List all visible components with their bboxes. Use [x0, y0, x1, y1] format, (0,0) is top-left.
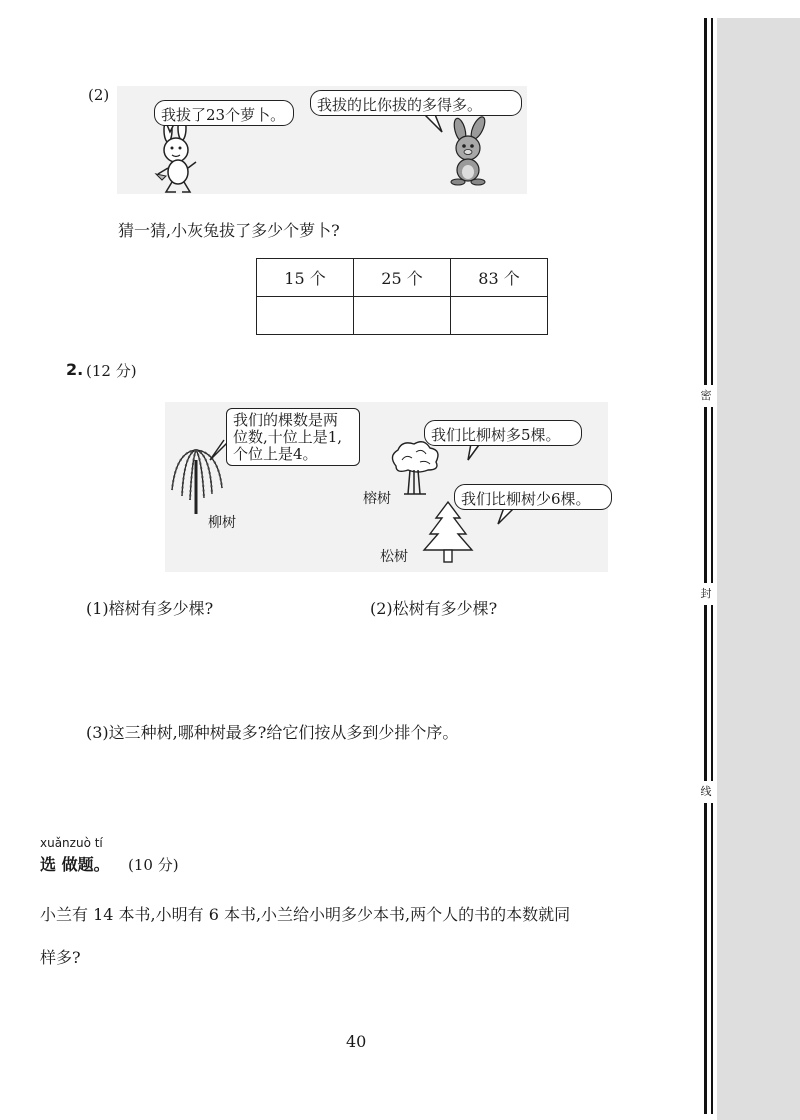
- margin-label-close: 封: [697, 583, 715, 605]
- grey-rabbit-speech: 我拔的比你拔的多得多。: [310, 90, 522, 116]
- guess-table: [256, 258, 548, 335]
- willow-speech-line: 位数,十位上是1,: [233, 428, 343, 446]
- margin-label-seal: 密: [697, 385, 715, 407]
- pine-label: 松树: [380, 549, 408, 565]
- willow-speech-line: 个位上是4。: [233, 445, 318, 463]
- choice-title: 选 做题。: [40, 855, 110, 874]
- binding-margin: [717, 18, 800, 1120]
- choice-score: (10 分): [128, 856, 179, 874]
- margin-label-line: 线: [697, 781, 715, 803]
- page-number: 40: [346, 1032, 367, 1051]
- q2-sub2: (2)松树有多少棵?: [370, 599, 498, 618]
- q1-part2-label: (2): [88, 86, 110, 104]
- willow-label: 柳树: [208, 515, 236, 531]
- answer-cell[interactable]: [354, 297, 451, 335]
- option-25: 25 个: [354, 259, 451, 297]
- q2-sub1: (1)榕树有多少棵?: [86, 599, 214, 618]
- binding-line-thick: [704, 18, 707, 1114]
- banyan-tree-illustration: [388, 440, 442, 498]
- option-15: 15 个: [257, 259, 354, 297]
- pine-speech: 我们比柳树少6棵。: [454, 484, 612, 510]
- answer-cell[interactable]: [257, 297, 354, 335]
- banyan-speech: 我们比柳树多5棵。: [424, 420, 582, 446]
- white-bunny-speech: 我拔了23个萝卜。: [154, 100, 294, 126]
- choice-pinyin: xuǎnzuò tí: [40, 836, 103, 850]
- q2-number: 2.: [66, 360, 84, 379]
- q1-part2-question: 猜一猜,小灰兔拔了多少个萝卜?: [118, 221, 340, 240]
- binding-line-thin: [711, 18, 713, 1114]
- choice-text-line1: 小兰有 14 本书,小明有 6 本书,小兰给小明多少本书,两个人的书的本数就同: [40, 905, 571, 924]
- willow-speech-line: 我们的棵数是两: [233, 411, 339, 429]
- option-83: 83 个: [451, 259, 548, 297]
- q2-score: (12 分): [86, 362, 137, 380]
- q2-sub3: (3)这三种树,哪种树最多?给它们按从多到少排个序。: [86, 723, 459, 742]
- banyan-label: 榕树: [363, 491, 391, 507]
- choice-text-line2: 样多?: [40, 948, 81, 967]
- willow-speech: [226, 408, 360, 466]
- answer-cell[interactable]: [451, 297, 548, 335]
